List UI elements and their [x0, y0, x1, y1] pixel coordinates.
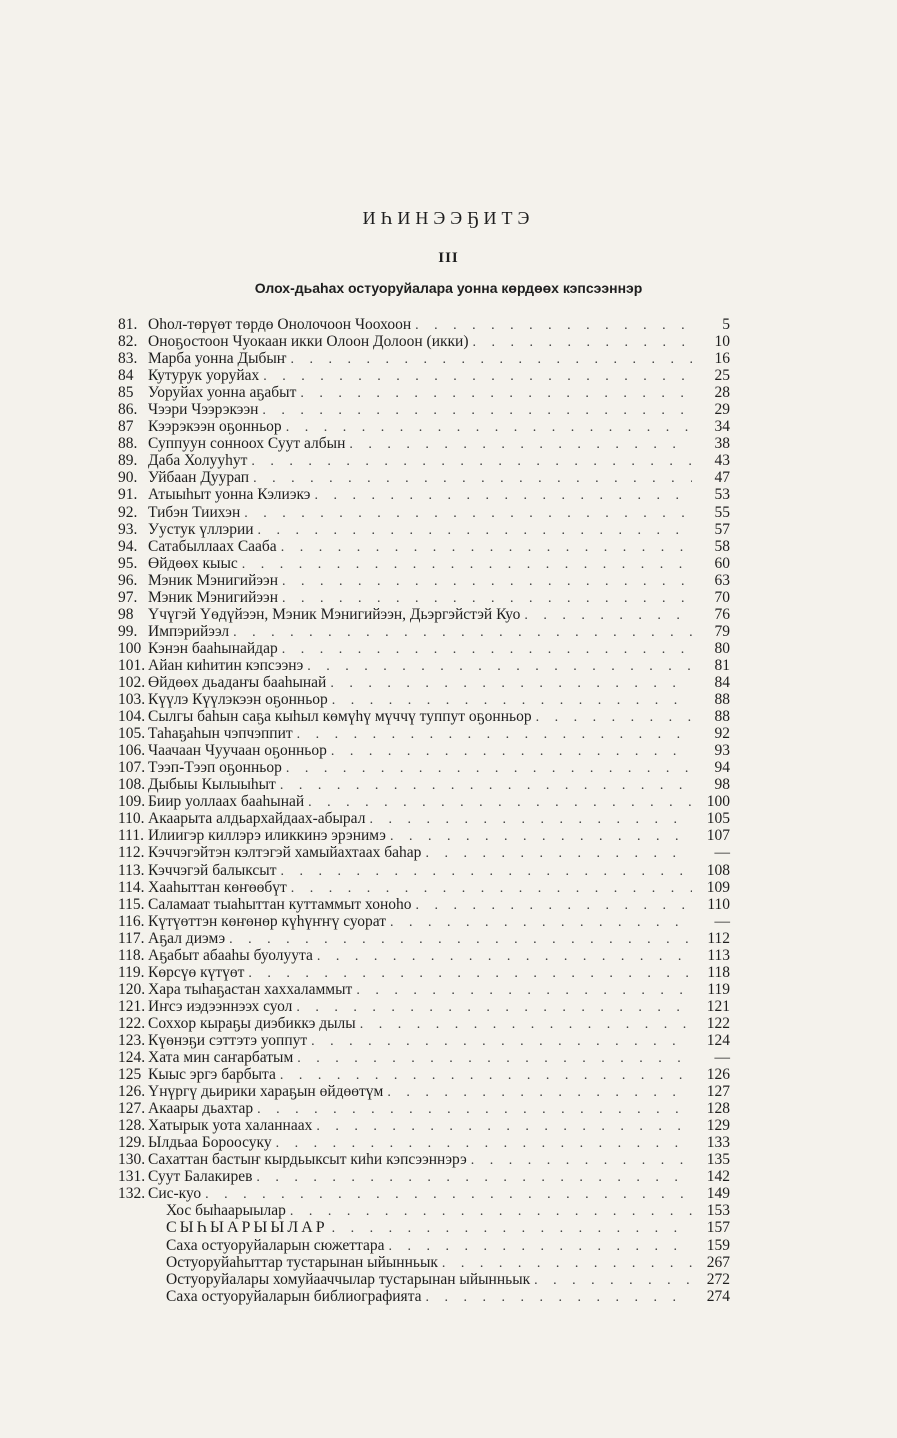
toc-entry	[118, 776, 730, 793]
toc-entry	[118, 521, 730, 538]
appendix-entry	[118, 1237, 730, 1254]
entry-number: 116.	[118, 912, 145, 930]
entry-title: Кэнэн бааһынайдар	[148, 639, 278, 657]
entry-page-number: 142	[706, 1168, 730, 1186]
entry-page-number: 274	[706, 1287, 730, 1305]
entry-title: Сатабыллаах Сааба	[148, 537, 277, 555]
toc-entry	[118, 827, 730, 844]
dot-leader	[426, 1289, 692, 1306]
entry-page-number: 159	[706, 1236, 730, 1254]
entry-number: 101.	[118, 656, 146, 674]
entry-page-number: 88	[714, 691, 730, 709]
entry-page-number: 118	[707, 963, 730, 981]
entry-title: Акаары дьахтар	[148, 1100, 254, 1118]
entry-page-number: 133	[706, 1134, 730, 1152]
entry-title: Күөнэҕи сэттэтэ уоппут	[148, 1031, 308, 1049]
entry-title: Биир уоллаах бааһынай	[148, 793, 305, 811]
entry-number: 90.	[118, 469, 138, 487]
dot-leader	[390, 828, 692, 845]
entry-number: 89.	[118, 452, 138, 470]
entry-page-number: 108	[706, 861, 730, 879]
entry-number: 87	[118, 418, 134, 436]
entry-title: Даба Холууһут	[148, 452, 248, 470]
entry-title: Көрсүө күтүөт	[148, 963, 245, 981]
dot-leader	[330, 675, 692, 692]
entry-page-number: 126	[706, 1066, 730, 1084]
entry-title: Саламаат тыаһыттан куттаммыт хоноһо	[148, 895, 412, 913]
toc-entry	[118, 469, 730, 486]
toc-entry	[118, 555, 730, 572]
entry-page-number: 57	[714, 520, 730, 538]
entry-number: 84	[118, 367, 134, 385]
toc-entry	[118, 862, 730, 879]
toc-entry	[118, 947, 730, 964]
entry-page-number: 5	[722, 316, 730, 333]
dot-leader	[253, 470, 692, 487]
entry-page-number: 58	[714, 537, 730, 555]
toc-entry	[118, 930, 730, 947]
entry-page-number: 267	[706, 1253, 730, 1271]
dot-leader	[314, 487, 692, 504]
entry-number: 94.	[118, 537, 138, 555]
toc-entry	[118, 1049, 730, 1066]
entry-title: Импэрийээл	[148, 622, 230, 640]
entry-page-number: —	[714, 912, 730, 930]
entry-title: Үчүгэй Үөдүйээн, Мэник Мэнигийээн, Дьэргэйстэй Куо	[148, 605, 521, 623]
entry-number: 91.	[118, 486, 138, 504]
entry-title: Өйдөөх дьадаҥы бааһынай	[148, 673, 327, 691]
entry-page-number: 76	[714, 605, 730, 623]
toc-entry	[118, 589, 730, 606]
entry-page-number: 88	[714, 708, 730, 726]
dot-leader	[258, 522, 692, 539]
dot-leader	[281, 539, 692, 556]
entry-title: Аҕал диэмэ	[148, 929, 226, 947]
entry-title: Чаачаан Чуучаан оҕонньор	[148, 742, 327, 760]
toc-entry	[118, 401, 730, 418]
toc-entry	[118, 486, 730, 503]
dot-leader	[297, 726, 692, 743]
toc-entry	[118, 913, 730, 930]
toc-entry	[118, 418, 730, 435]
entry-page-number: 98	[714, 776, 730, 794]
appendix-entry	[118, 1271, 730, 1288]
entry-title: Саха остуоруйаларын сюжеттара	[166, 1236, 385, 1254]
dot-leader	[425, 845, 692, 862]
entry-page-number: 119	[707, 980, 730, 998]
entry-number: 100	[118, 639, 142, 657]
entry-number: 129.	[118, 1134, 146, 1152]
toc-entry	[118, 964, 730, 981]
entry-title: Хата мин саҥарбатым	[148, 1049, 294, 1067]
dot-leader	[388, 1238, 692, 1255]
entry-title: Күүлэ Күүлэкээн оҕонньор	[148, 691, 328, 709]
entry-number: 86.	[118, 401, 138, 419]
dot-leader	[416, 897, 692, 914]
dot-leader	[473, 334, 692, 351]
entry-title: Кэччэгэйтэн кэлтэгэй хамыйахтаах баһар	[148, 844, 422, 862]
entry-number: 124.	[118, 1049, 146, 1067]
toc-entry	[118, 674, 730, 691]
dot-leader	[290, 351, 692, 368]
toc-entry	[118, 1066, 730, 1083]
dot-leader	[282, 573, 692, 590]
entry-number: 112.	[118, 844, 145, 862]
entry-title: Остуоруйалары хомуйааччылар тустарынан ыйынньык	[166, 1270, 531, 1288]
toc-entry	[118, 1185, 730, 1202]
toc-entry	[118, 606, 730, 623]
toc-entry	[118, 725, 730, 742]
entry-title: Сис-куо	[148, 1185, 202, 1203]
entry-number: 88.	[118, 435, 138, 453]
entry-number: 115.	[118, 895, 145, 913]
toc-entry	[118, 1168, 730, 1185]
entry-number: 108.	[118, 776, 146, 794]
entry-page-number: 81	[714, 656, 730, 674]
toc-entry	[118, 1151, 730, 1168]
contents-title: ИҺИНЭЭҔИТЭ	[362, 208, 535, 228]
dot-leader	[290, 1203, 692, 1220]
entry-page-number: 60	[714, 554, 730, 572]
toc-entry	[118, 793, 730, 810]
entry-page-number: 34	[714, 418, 730, 436]
dot-leader	[332, 692, 692, 709]
entry-title: СЫҺЫАРЫЫЛАР	[166, 1219, 328, 1237]
entry-number: 103.	[118, 691, 146, 709]
entry-page-number: 149	[706, 1185, 730, 1203]
entry-page-number: 109	[706, 878, 730, 896]
dot-leader	[390, 914, 692, 931]
entry-number: 96.	[118, 571, 138, 589]
dot-leader	[524, 607, 692, 624]
toc-entry	[118, 1083, 730, 1100]
entry-number: 93.	[118, 520, 138, 538]
dot-leader	[263, 368, 692, 385]
entry-title: Суппуун сонноох Суут албын	[148, 435, 346, 453]
dot-leader	[442, 1255, 692, 1272]
entry-number: 130.	[118, 1151, 146, 1169]
toc-entry	[118, 896, 730, 913]
entry-number: 125	[118, 1066, 142, 1084]
toc-entry	[118, 1134, 730, 1151]
toc-entry	[118, 844, 730, 861]
entry-page-number: 157	[706, 1219, 730, 1237]
entry-title: Иҥсэ иэдээннээх суол	[148, 997, 293, 1015]
dot-leader	[280, 777, 692, 794]
dot-leader	[256, 1169, 692, 1186]
entry-number: 131.	[118, 1168, 146, 1186]
dot-leader	[297, 1050, 692, 1067]
entry-number: 127.	[118, 1100, 146, 1118]
entry-number: 92.	[118, 503, 138, 521]
entry-number: 105.	[118, 725, 146, 743]
toc-entry	[118, 1015, 730, 1032]
toc-entry	[118, 742, 730, 759]
appendix-entry	[118, 1219, 730, 1236]
dot-leader	[280, 863, 692, 880]
entry-page-number: 10	[714, 333, 730, 351]
dot-leader	[248, 965, 692, 982]
toc-entry	[118, 1100, 730, 1117]
entry-page-number: 153	[706, 1202, 730, 1220]
toc-entry	[118, 640, 730, 657]
dot-leader	[415, 317, 692, 334]
entry-page-number: 80	[714, 639, 730, 657]
entry-page-number: 63	[714, 571, 730, 589]
dot-leader	[251, 453, 692, 470]
entry-page-number: —	[714, 1049, 730, 1067]
entry-page-number: 38	[714, 435, 730, 453]
entry-page-number: 47	[714, 469, 730, 487]
entry-number: 132.	[118, 1185, 146, 1203]
appendix-entry	[118, 1254, 730, 1271]
entry-page-number: 107	[706, 827, 730, 845]
entry-page-number: 129	[706, 1117, 730, 1135]
entry-number: 120.	[118, 980, 146, 998]
entry-title: Хос быһаарыылар	[166, 1202, 286, 1220]
entry-number: 85	[118, 384, 134, 402]
entry-title: Мэник Мэнигийээн	[148, 588, 279, 606]
entry-title: Үнүргү дьирики хараҕын өйдөөтүм	[148, 1083, 384, 1101]
entry-number: 114.	[118, 878, 145, 896]
dot-leader	[534, 1272, 692, 1289]
entry-number: 83.	[118, 350, 138, 368]
entry-page-number: —	[714, 844, 730, 862]
dot-leader	[387, 1084, 692, 1101]
entry-title: Ылдьаа Бороосуку	[148, 1134, 272, 1152]
entry-page-number: 25	[714, 367, 730, 385]
appendix-entry	[118, 1202, 730, 1219]
entry-number: 102.	[118, 673, 146, 691]
entry-title: Хааһыттан көҥөөбүт	[148, 878, 287, 896]
entry-page-number: 121	[706, 997, 730, 1015]
entry-number: 128.	[118, 1117, 146, 1135]
dot-leader	[291, 880, 692, 897]
dot-leader	[360, 1016, 692, 1033]
entry-title: Уйбаан Дуурап	[148, 469, 250, 487]
entry-page-number: 16	[714, 350, 730, 368]
entry-page-number: 127	[706, 1083, 730, 1101]
dot-leader	[356, 982, 692, 999]
entry-title: Кыыс эргэ барбыта	[148, 1066, 276, 1084]
entry-title: Кутурук уоруйах	[148, 367, 260, 385]
entry-title: Дыбыы Кылыыһыт	[148, 776, 276, 794]
entry-page-number: 100	[706, 793, 730, 811]
entry-number: 98	[118, 605, 134, 623]
entry-title: Өйдөөх кыыс	[148, 554, 238, 572]
entry-page-number: 43	[714, 452, 730, 470]
entry-number: 109.	[118, 793, 146, 811]
entry-number: 82.	[118, 333, 138, 351]
toc-entry	[118, 810, 730, 827]
dot-leader	[244, 505, 692, 522]
toc-entry	[118, 384, 730, 401]
entry-title: Кээрэкээн оҕонньор	[148, 418, 282, 436]
entry-number: 95.	[118, 554, 138, 572]
toc-entry	[118, 691, 730, 708]
toc-entry	[118, 350, 730, 367]
part-number: III	[438, 250, 459, 266]
entry-title: Остуоруйаһыттар тустарынан ыйынньык	[166, 1253, 438, 1271]
entry-title: Оноҕостоон Чуокаан икки Олоон Долоон (икки)	[148, 333, 469, 351]
entry-number: 106.	[118, 742, 146, 760]
toc-entry	[118, 657, 730, 674]
entry-title: Кэччэгэй балыксыт	[148, 861, 277, 879]
entry-number: 126.	[118, 1083, 146, 1101]
entry-title: Суут Балакирев	[148, 1168, 253, 1186]
dot-leader	[242, 556, 692, 573]
entry-title: Мэник Мэнигийээн	[148, 571, 279, 589]
dot-leader	[276, 1135, 692, 1152]
toc-entry	[118, 1032, 730, 1049]
entry-number: 110.	[118, 810, 145, 828]
entry-number: 119.	[118, 963, 145, 981]
entry-page-number: 105	[706, 810, 730, 828]
entry-number: 123.	[118, 1031, 146, 1049]
entry-number: 117.	[118, 929, 145, 947]
entry-number: 111.	[118, 827, 144, 845]
dot-leader	[282, 641, 692, 658]
dot-leader	[317, 948, 692, 965]
dot-leader	[296, 999, 692, 1016]
entry-page-number: 93	[714, 742, 730, 760]
dot-leader	[536, 709, 692, 726]
toc-entry	[118, 759, 730, 776]
entry-page-number: 128	[706, 1100, 730, 1118]
entry-title: Соххор кыраҕы диэбиккэ дылы	[148, 1014, 356, 1032]
entry-page-number: 272	[706, 1270, 730, 1288]
entry-title: Тээп-Тээп оҕонньор	[148, 759, 282, 777]
entry-title: Акаарыта алдьархайдаах-абырал	[148, 810, 366, 828]
entry-page-number: 29	[714, 401, 730, 419]
toc-entry	[118, 538, 730, 555]
entry-page-number: 79	[714, 622, 730, 640]
entry-number: 81.	[118, 316, 138, 333]
entry-page-number: 55	[714, 503, 730, 521]
dot-leader	[280, 1067, 692, 1084]
dot-leader	[286, 760, 692, 777]
entry-title: Күтүөттэн көҥөнөр күһүҥҥү суорат	[148, 912, 386, 930]
entry-title: Сылгы баһын саҕа кыһыл көмүһү мүччү туппут оҕонньор	[148, 708, 532, 726]
entry-page-number: 70	[714, 588, 730, 606]
dot-leader	[262, 402, 692, 419]
toc-entry	[118, 623, 730, 640]
entry-number: 122.	[118, 1014, 146, 1032]
entry-number: 97.	[118, 588, 138, 606]
entry-number: 118.	[118, 946, 145, 964]
dot-leader	[332, 1220, 692, 1237]
dot-leader	[286, 419, 692, 436]
toc-entry	[118, 367, 730, 384]
toc-entry	[118, 981, 730, 998]
toc-entry	[118, 504, 730, 521]
entry-page-number: 28	[714, 384, 730, 402]
toc-entry	[118, 572, 730, 589]
entry-title: Марба уонна Дыбыҥ	[148, 350, 287, 368]
dot-leader	[282, 590, 692, 607]
entry-page-number: 124	[706, 1031, 730, 1049]
dot-leader	[349, 436, 692, 453]
entry-title: Аҕабыт абааһы буолуута	[148, 946, 313, 964]
dot-leader	[311, 1033, 692, 1050]
toc-entry	[118, 435, 730, 452]
entry-number: 104.	[118, 708, 146, 726]
entry-number: 121.	[118, 997, 146, 1015]
entry-page-number: 53	[714, 486, 730, 504]
entry-page-number: 122	[706, 1014, 730, 1032]
entry-page-number: 135	[706, 1151, 730, 1169]
entry-number: 113.	[118, 861, 145, 879]
entry-page-number: 84	[714, 673, 730, 691]
section-subtitle: Олох-дьаһах остуоруйалара уонна көрдөөх кэпсээннэр	[254, 280, 643, 296]
toc-entry	[118, 452, 730, 469]
entry-page-number: 112	[707, 929, 730, 947]
dot-leader	[205, 1186, 692, 1203]
toc-entry	[118, 316, 730, 333]
entry-title: Атыыһыт уонна Кэлиэкэ	[148, 486, 311, 504]
toc-entry	[118, 708, 730, 725]
entry-title: Илиигэр киллэрэ иликкинэ эрэнимэ	[148, 827, 386, 845]
dot-leader	[331, 743, 692, 760]
toc-entry	[118, 998, 730, 1015]
dot-leader	[300, 385, 692, 402]
entry-title: Сахаттан бастыҥ кырдьыксыт киһи кэпсээннэрэ	[148, 1151, 467, 1169]
entry-page-number: 94	[714, 759, 730, 777]
entry-title: Хара тыһаҕастан хаххаламмыт	[148, 980, 353, 998]
entry-title: Таһаҕаһын чэпчэппит	[148, 725, 293, 743]
entry-page-number: 113	[707, 946, 730, 964]
dot-leader	[229, 931, 692, 948]
dot-leader	[471, 1152, 692, 1169]
toc-entry	[118, 1117, 730, 1134]
dot-leader	[369, 811, 692, 828]
entry-page-number: 92	[714, 725, 730, 743]
toc-entry	[118, 333, 730, 350]
entry-title: Айан киһитин кэпсээнэ	[148, 656, 304, 674]
entry-page-number: 110	[707, 895, 730, 913]
dot-leader	[233, 624, 692, 641]
entry-title: Саха остуоруйаларын библиографията	[166, 1287, 422, 1305]
appendix-entry	[118, 1288, 730, 1305]
entry-title: Тибэн Тиихэн	[148, 503, 241, 521]
entry-title: Оһол-төрүөт төрдө Онолочоон Чоохоон	[148, 316, 412, 333]
dot-leader	[307, 658, 692, 675]
entry-title: Уоруйах уонна аҕабыт	[148, 384, 297, 402]
entry-number: 99.	[118, 622, 138, 640]
entry-title: Уустук үллэрии	[148, 520, 254, 538]
toc-entry	[118, 879, 730, 896]
dot-leader	[316, 1118, 692, 1135]
entry-title: Чээри Чээрэкээн	[148, 401, 259, 419]
entry-number: 107.	[118, 759, 146, 777]
dot-leader	[257, 1101, 692, 1118]
dot-leader	[308, 794, 692, 811]
entry-title: Хатырык уота халаннаах	[148, 1117, 313, 1135]
table-of-contents	[118, 316, 730, 1305]
